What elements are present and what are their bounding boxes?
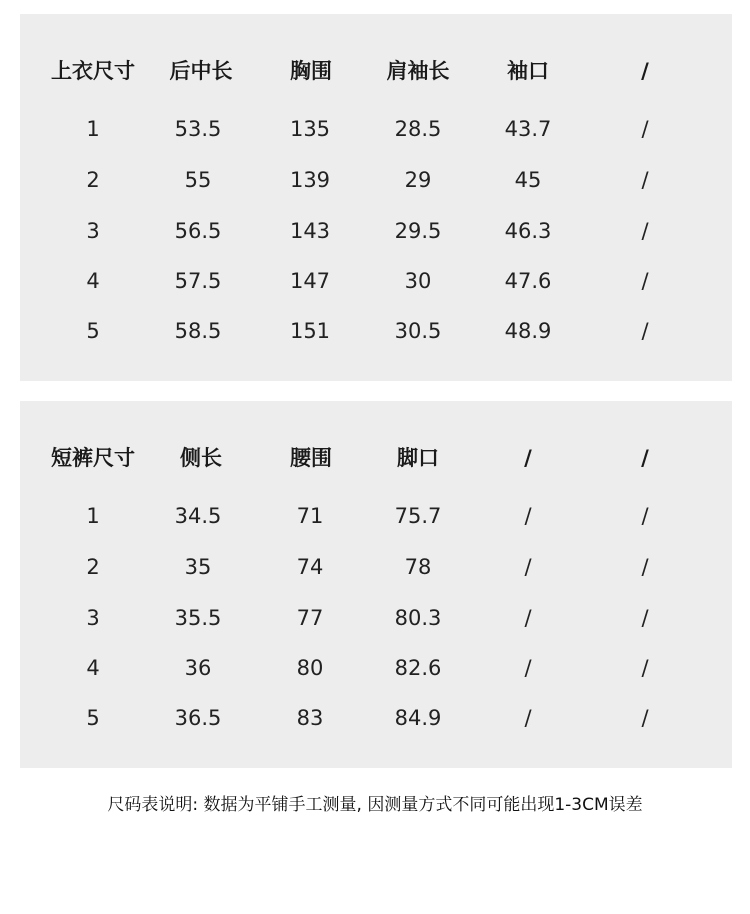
- table-cell: 34.5: [174, 504, 222, 528]
- table-cell: 36.5: [174, 706, 222, 730]
- table-cell: 5: [86, 319, 100, 343]
- table-header-row: [20, 51, 732, 91]
- table-cell: /: [524, 606, 532, 630]
- table-cell: 45: [514, 168, 542, 192]
- bottom-size-table: [20, 401, 732, 768]
- table-cell: 5: [86, 706, 100, 730]
- table-cell: 1: [86, 117, 100, 141]
- header-cell: 短裤尺寸: [51, 446, 135, 470]
- table-cell: 78: [404, 555, 432, 579]
- table-cell: /: [641, 219, 649, 243]
- header-cell: /: [641, 59, 649, 83]
- table-cell: 56.5: [174, 219, 222, 243]
- table-cell: 58.5: [174, 319, 222, 343]
- table-cell: 29.5: [394, 219, 442, 243]
- table-cell: /: [524, 706, 532, 730]
- table-cell: /: [524, 656, 532, 680]
- table-row: [20, 698, 732, 738]
- table-cell: 47.6: [504, 269, 552, 293]
- top-size-table: [20, 14, 732, 381]
- table-cell: 30.5: [394, 319, 442, 343]
- table-cell: 46.3: [504, 219, 552, 243]
- table-row: [20, 648, 732, 688]
- table-cell: 151: [289, 319, 331, 343]
- table-cell: 1: [86, 504, 100, 528]
- table-cell: 48.9: [504, 319, 552, 343]
- table-row: [20, 211, 732, 251]
- table-row: [20, 547, 732, 587]
- table-cell: /: [641, 504, 649, 528]
- table-cell: 75.7: [394, 504, 442, 528]
- table-row: [20, 598, 732, 638]
- table-row: [20, 496, 732, 536]
- table-cell: /: [641, 269, 649, 293]
- table-cell: 53.5: [174, 117, 222, 141]
- header-cell: 腰围: [290, 446, 332, 470]
- table-row: [20, 109, 732, 149]
- table-cell: 35: [184, 555, 212, 579]
- table-cell: 3: [86, 219, 100, 243]
- table-cell: 55: [184, 168, 212, 192]
- table-cell: 43.7: [504, 117, 552, 141]
- table-row: [20, 311, 732, 351]
- table-cell: /: [641, 656, 649, 680]
- table-cell: 83: [296, 706, 324, 730]
- table-cell: 74: [296, 555, 324, 579]
- table-cell: /: [524, 555, 532, 579]
- table-cell: /: [641, 117, 649, 141]
- table-cell: 147: [289, 269, 331, 293]
- table-row: [20, 261, 732, 301]
- header-cell: 胸围: [290, 59, 332, 83]
- header-cell: /: [524, 446, 532, 470]
- table-cell: 30: [404, 269, 432, 293]
- header-cell: /: [641, 446, 649, 470]
- table-cell: 57.5: [174, 269, 222, 293]
- table-cell: 3: [86, 606, 100, 630]
- table-row: [20, 160, 732, 200]
- table-cell: /: [641, 168, 649, 192]
- header-cell: 上衣尺寸: [51, 59, 135, 83]
- table-cell: 36: [184, 656, 212, 680]
- table-cell: 77: [296, 606, 324, 630]
- table-cell: 2: [86, 168, 100, 192]
- table-cell: 4: [86, 656, 100, 680]
- table-cell: /: [641, 706, 649, 730]
- table-cell: 4: [86, 269, 100, 293]
- table-cell: 135: [289, 117, 331, 141]
- table-cell: /: [641, 606, 649, 630]
- table-cell: 82.6: [394, 656, 442, 680]
- table-cell: 80: [296, 656, 324, 680]
- table-cell: 2: [86, 555, 100, 579]
- table-cell: 35.5: [174, 606, 222, 630]
- table-cell: 29: [404, 168, 432, 192]
- table-cell: /: [641, 319, 649, 343]
- header-cell: 脚口: [397, 446, 439, 470]
- table-header-row: [20, 438, 732, 478]
- table-cell: /: [524, 504, 532, 528]
- table-cell: 28.5: [394, 117, 442, 141]
- header-cell: 袖口: [507, 59, 549, 83]
- header-cell: 侧长: [180, 446, 222, 470]
- size-chart-note: 尺码表说明: 数据为平铺手工测量, 因测量方式不同可能出现1-3CM误差: [107, 795, 643, 815]
- table-cell: 80.3: [394, 606, 442, 630]
- table-cell: 143: [289, 219, 331, 243]
- header-cell: 肩袖长: [386, 59, 450, 83]
- table-cell: 84.9: [394, 706, 442, 730]
- table-cell: 139: [289, 168, 331, 192]
- header-cell: 后中长: [169, 59, 233, 83]
- table-cell: /: [641, 555, 649, 579]
- table-cell: 71: [296, 504, 324, 528]
